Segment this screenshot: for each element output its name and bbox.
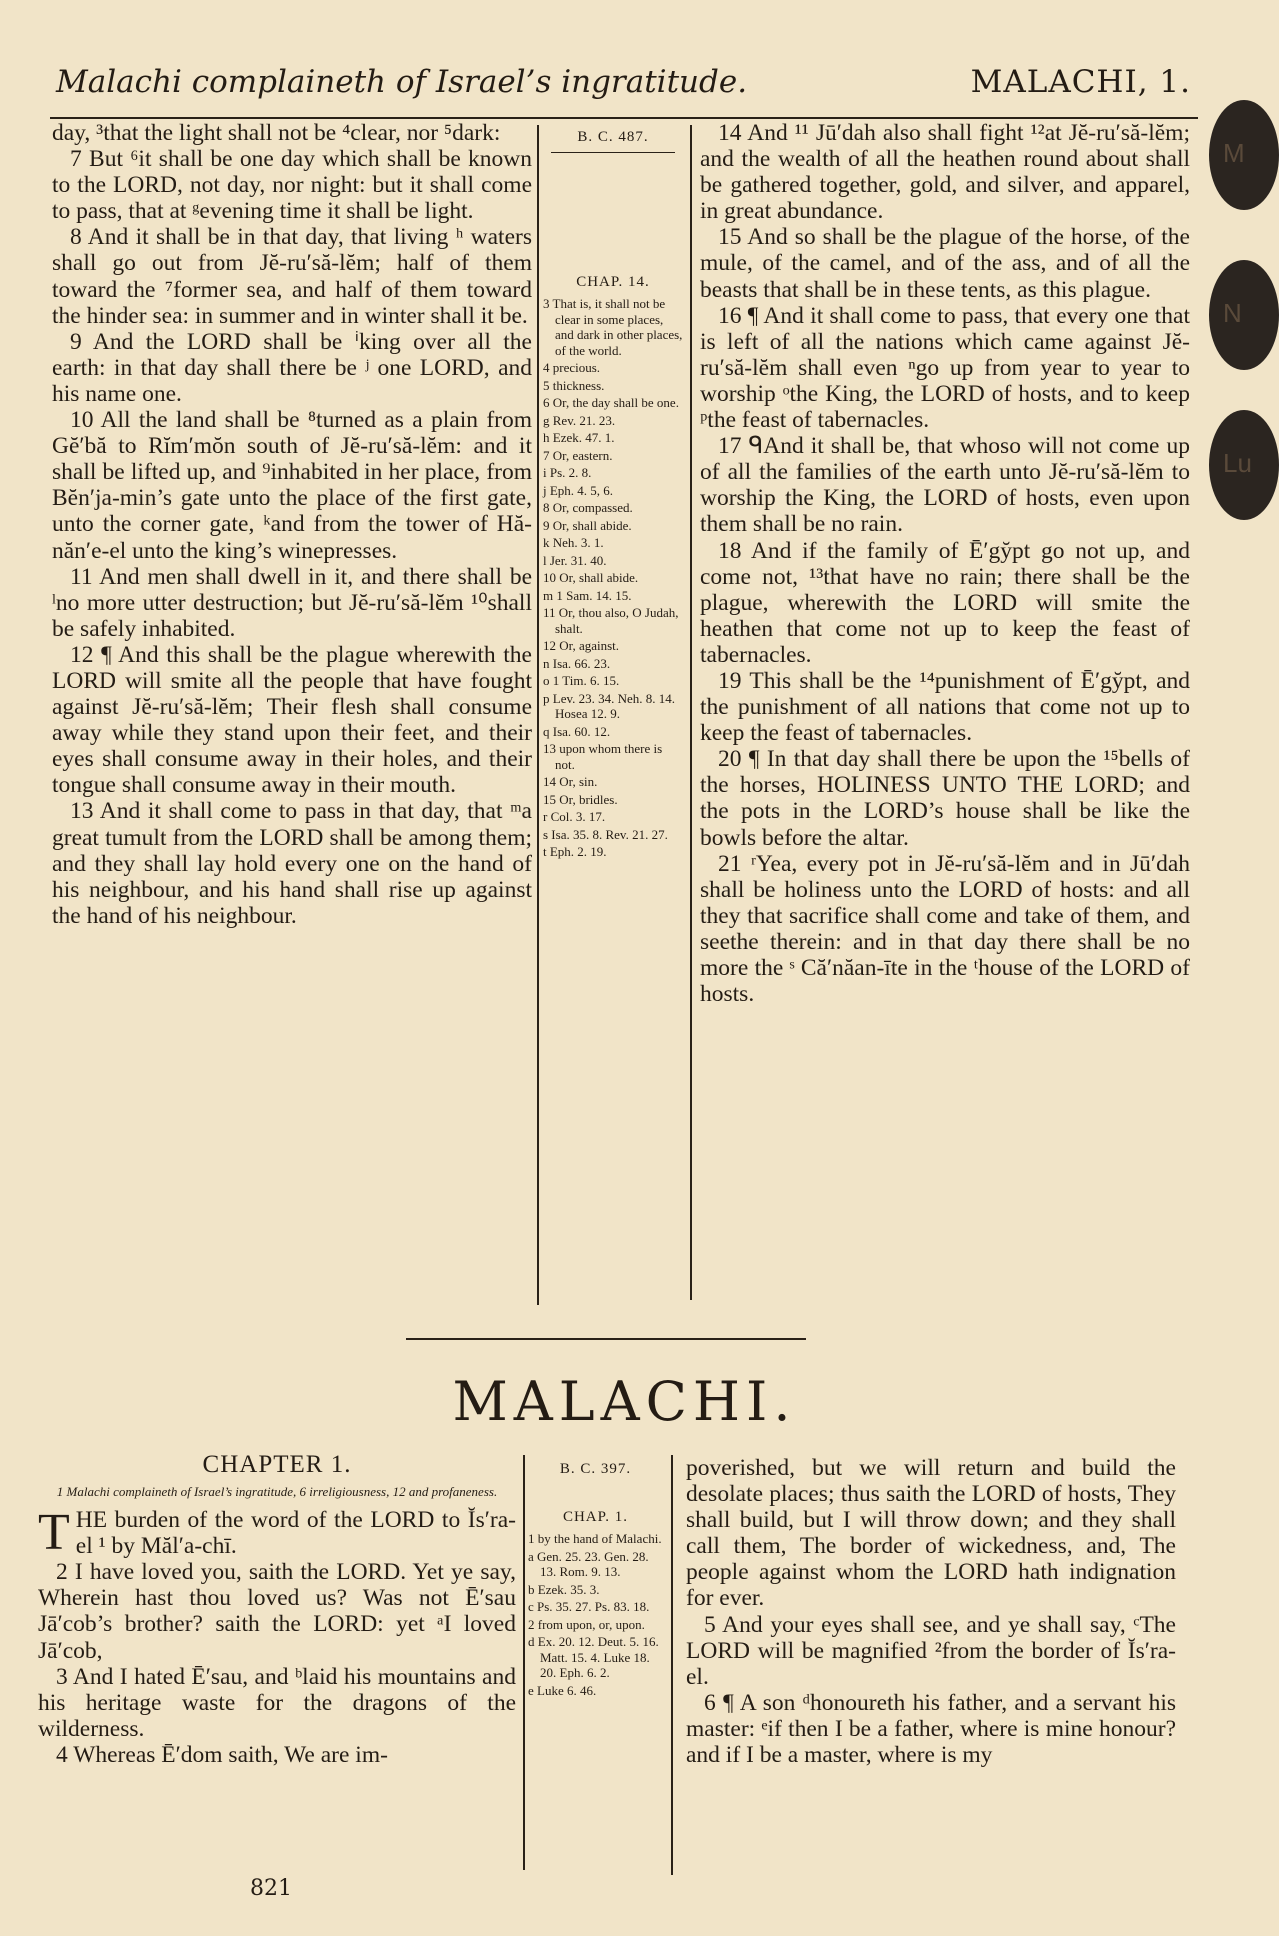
running-header-left: Malachi complaineth of Israel’s ingratitude. xyxy=(56,64,748,100)
margin-reference: q Isa. 60. 12. xyxy=(543,723,611,739)
margin-reference: l Jer. 31. 40. xyxy=(543,552,607,568)
verse: day, ³that the light shall not be ⁴clear, nor ⁵dark: xyxy=(52,120,501,146)
margin-reference: 1 by the hand of Malachi. xyxy=(528,1531,662,1546)
verse: 10 All the land shall be ⁸turned as a plain from Gĕ′bă to Rĭm′mŏn south of Jĕ-ru′să-lĕm: and it shall be lifted up, and ⁹inhabited in her place, from Bĕn′ja-min’s gate unto the place of the first gate, unto the corner gate, ᵏand from the tower of Hă-năn′e-el unto the king’s winepresses. xyxy=(52,407,532,564)
verse: 21 ʳYea, every pot in Jĕ-ru′să-lĕm and in Jū′dah shall be holiness unto the LORD of hosts: and all they that sacrifice shall come and take of them, and seethe therein: and in that day there shall be no more the ˢ Că′năan-īte in the ᵗhouse of the LORD of hosts. xyxy=(700,850,1190,1008)
margin-reference: 11 Or, thou also, O Judah, shalt. xyxy=(543,605,679,636)
verse: 12 ¶ And this shall be the plague wherewith the LORD will smite all the people that have fought against Jĕ-ru′să-lĕm; Their flesh shall consume away while they stand upon their feet, and their eyes shall consume away in their holes, and their tongue shall consume away in their mouth. xyxy=(52,641,532,799)
verse: 16 ¶ And it shall come to pass, that every one that is left of all the nations which came against Jĕ-ru′să-lĕm shall even ⁿgo up from year to year to worship ᵒthe King, the LORD of hosts, and to keep ᵖthe feast of tabernacles. xyxy=(700,302,1190,434)
margin-reference: i Ps. 2. 8. xyxy=(543,465,592,480)
zechariah-right-column xyxy=(700,120,1190,1300)
margin-reference: e Luke 6. 46. xyxy=(528,1682,597,1698)
column-rule xyxy=(671,1455,673,1875)
margin-chapter-label: CHAP. 14. xyxy=(576,273,650,290)
margin-reference: g Rev. 21. 23. xyxy=(543,412,616,428)
malachi-left-column xyxy=(38,1452,516,1872)
column-rule xyxy=(690,125,692,1300)
margin-reference: 8 Or, compassed. xyxy=(543,500,633,515)
thumb-index-tab[interactable]: Lu xyxy=(1209,410,1279,520)
verse: 20 ¶ In that day shall there be upon the ¹⁵bells of the horses, HOLINESS UNTO THE LORD; and the pots in the LORD’s house shall be like the bowls before the altar. xyxy=(700,746,1190,851)
verse: 18 And if the family of Ē′gy̆pt go not up, and come not, ¹³that have no rain; there shall be the plague, wherewith the LORD will smite the heathen that come not up to keep the feast of tabernacles. xyxy=(700,537,1190,668)
verse: 11 And men shall dwell in it, and there shall be ˡno more utter destruction; but Jĕ-ru′să-lĕm ¹⁰shall be safely inhabited. xyxy=(52,563,532,642)
verse: 17 ᑫAnd it shall be, that whoso will not come up of all the families of the earth unto Jĕ-ru′să-lĕm to worship the King, the LORD of hosts, even upon them shall be no rain. xyxy=(700,433,1190,538)
margin-reference: 5 thickness. xyxy=(543,377,605,393)
margin-reference: 15 Or, bridles. xyxy=(543,791,618,807)
verse: 5 And your eyes shall see, and ye shall say, ᶜThe LORD will be magnified ²from the border of Ĭs′ra-el. xyxy=(686,1611,1176,1690)
margin-reference: h Ezek. 47. 1. xyxy=(543,430,615,445)
column-rule xyxy=(523,1455,525,1870)
column-rule xyxy=(537,125,539,1305)
verse: 7 But ⁶it shall be one day which shall be known to the LORD, not day, nor night: but it shall come to pass, that at ᵍevening time it shall be light. xyxy=(52,146,532,225)
margin-reference: n Isa. 66. 23. xyxy=(543,655,611,671)
running-header-right: MALACHI, 1. xyxy=(970,64,1191,100)
margin-chapter-label: CHAP. 1. xyxy=(562,1508,629,1525)
verse: HE burden of the word of the LORD to Ĭs′ra-el ¹ by Măl′a-chī. xyxy=(75,1507,516,1560)
book-divider-rule xyxy=(406,1338,806,1340)
verse: 8 And it shall be in that day, that living ʰ waters shall go out from Jĕ-ru′să-lĕm; half of them toward the ⁷former sea, and half of them toward the hinder sea: in summer and in winter shall it be. xyxy=(52,224,532,329)
page-number: 821 xyxy=(250,1876,292,1901)
margin-reference: b Ezek. 35. 3. xyxy=(528,1581,600,1597)
verse: 9 And the LORD shall be ⁱking over all the earth: in that day shall there be ʲ one LORD, and his name one. xyxy=(52,328,532,407)
margin-reference: 13 upon whom there is not. xyxy=(543,741,663,772)
verse: poverished, but we will return and build the desolate places; thus saith the LORD of hosts, They shall build, but I will throw down; and they shall call them, The border of wickedness, and, The people against whom the LORD hath indignation for ever. xyxy=(686,1455,1176,1612)
margin-reference: 3 That is, it shall not be clear in some places, and dark in other places, of the world. xyxy=(543,296,683,358)
thumb-index-tab[interactable]: N xyxy=(1209,260,1279,370)
margin-reference: 10 Or, shall abide. xyxy=(543,570,639,585)
margin-reference: s Isa. 35. 8. Rev. 21. 27. xyxy=(543,826,668,842)
verse: 19 This shall be the ¹⁴punishment of Ē′gy̆pt, and the punishment of all nations that come not up to keep the feast of tabernacles. xyxy=(700,667,1190,747)
malachi-right-column xyxy=(686,1455,1176,1875)
verse: 14 And ¹¹ Jū′dah also shall fight ¹²at Jĕ-ru′să-lĕm; and the wealth of all the heathen round about shall be gathered together, gold, and silver, and apparel, in great abundance. xyxy=(700,120,1190,225)
book-title: MALACHI. xyxy=(452,1370,797,1433)
margin-reference: 6 Or, the day shall be one. xyxy=(543,395,679,410)
zechariah-left-column xyxy=(52,120,532,1300)
margin-reference: 7 Or, eastern. xyxy=(543,447,613,463)
verse: 2 I have loved you, saith the LORD. Yet ye say, Wherein hast thou loved us? Was not Ē′sau Jā′cob’s brother? saith the LORD: yet ᵃI loved Jā′cob, xyxy=(38,1559,516,1664)
margin-reference: c Ps. 35. 27. Ps. 83. 18. xyxy=(528,1599,650,1614)
thumb-index-tab[interactable]: M xyxy=(1209,100,1279,210)
margin-date: B. C. 397. xyxy=(559,1461,632,1477)
margin-reference: a Gen. 25. 23. Gen. 28. 13. Rom. 9. 13. xyxy=(528,1548,649,1579)
margin-reference: 4 precious. xyxy=(543,360,601,375)
margin-reference: 12 Or, against. xyxy=(543,638,620,653)
margin-reference: o 1 Tim. 6. 15. xyxy=(543,673,620,688)
verse: 6 ¶ A son ᵈhonoureth his father, and a servant his master: ᵉif then I be a father, where is mine honour? and if I be a master, where is my xyxy=(686,1689,1176,1769)
margin-reference: p Lev. 23. 34. Neh. 8. 14. Hosea 12. 9. xyxy=(543,690,676,721)
drop-cap: T xyxy=(38,1504,70,1562)
margin-reference: m 1 Sam. 14. 15. xyxy=(543,587,632,603)
margin-date: B. C. 487. xyxy=(577,129,649,145)
header-rule xyxy=(50,117,1198,119)
chapter-heading: CHAPTER 1. xyxy=(202,1451,352,1478)
verse: 15 And so shall be the plague of the horse, of the mule, of the camel, and of the ass, and of all the beasts that shall be in these tents, as this plague. xyxy=(700,224,1190,303)
margin-reference: t Eph. 2. 19. xyxy=(543,844,607,859)
verse: 13 And it shall come to pass in that day, that ᵐa great tumult from the LORD shall be among them; and they shall lay hold every one on the hand of his neighbour, and his hand shall rise up against the hand of his neighbour. xyxy=(52,798,532,929)
zechariah-margin-references xyxy=(543,130,683,1300)
margin-reference: 2 from upon, or, upon. xyxy=(528,1616,645,1632)
margin-reference: r Col. 3. 17. xyxy=(543,809,606,824)
chapter-summary: 1 Malachi complaineth of Israel’s ingratitude, 6 irreligiousness, 12 and profaneness. xyxy=(56,1484,498,1500)
margin-reference: 9 Or, shall abide. xyxy=(543,517,632,533)
margin-reference: 14 Or, sin. xyxy=(543,774,598,789)
margin-reference: d Ex. 20. 12. Deut. 5. 16. Matt. 15. 4. Luke 18. 20. Eph. 6. 2. xyxy=(528,1634,659,1680)
margin-reference: j Eph. 4. 5, 6. xyxy=(543,482,614,498)
margin-reference: k Neh. 3. 1. xyxy=(543,535,604,550)
verse: 3 And I hated Ē′sau, and ᵇlaid his mountains and his heritage waste for the dragons of the wilderness. xyxy=(38,1663,516,1742)
verse: 4 Whereas Ē′dom saith, We are im- xyxy=(56,1741,388,1768)
malachi-margin-references xyxy=(528,1462,663,1872)
